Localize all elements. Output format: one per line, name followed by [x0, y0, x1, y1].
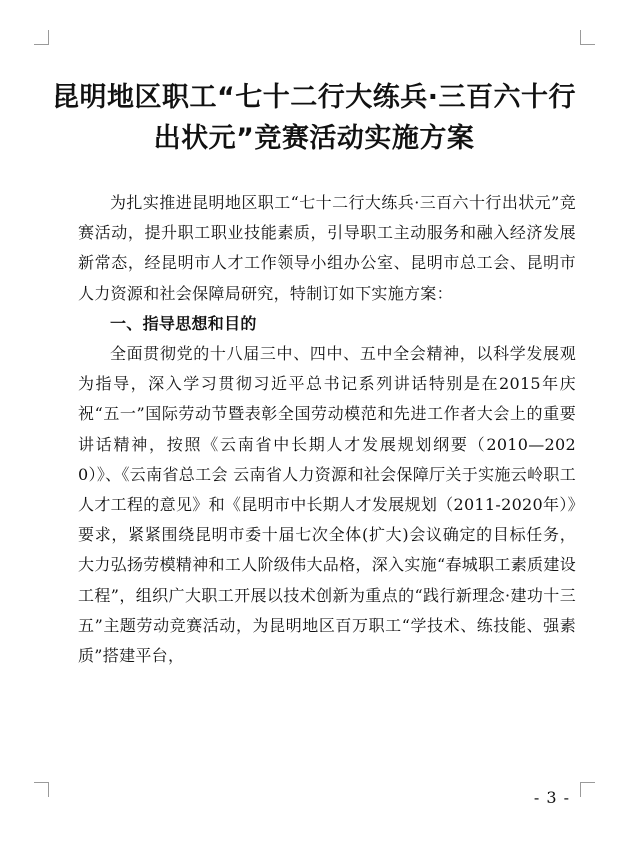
document-body	[78, 188, 576, 671]
page-number: - 3 -	[533, 788, 570, 807]
crop-mark-top-left	[34, 30, 49, 45]
document-title-line-2: 出状元”竞赛活动实施方案	[153, 123, 475, 154]
section-heading: 一、指导思想和目的	[110, 313, 257, 333]
document-title-line-1: 昆明地区职工“七十二行大练兵·三百六十行	[51, 82, 576, 113]
crop-mark-bottom-left	[34, 782, 49, 797]
section-paragraph: 全面贯彻党的十八届三中、四中、五中全会精神，以科学发展观为指导，深入学习贯彻习近平总书记系列讲话特别是在2015年庆祝“五一”国际劳动节暨表彰全国劳动模范和先进工作者大会上的重要讲话精神，按照《云南省中长期人才发展规划纲要（2010—2020）》、《云南省总工会 云南省人力资源和社会保障厅关于实施云岭职工人才工程的意见》和《昆明市中长期人才发展规划（2011-2020年）》要求，紧紧围绕昆明市委十届七次全体(扩大)会议确定的目标任务，大力弘扬劳模精神和工人阶级伟大品格，深入实施“春城职工素质建设工程”，组织广大职工开展以技术创新为重点的“践行新理念·建功十三五”主题劳动竞赛活动，为昆明地区百万职工“学技术、练技能、强素质”搭建平台，	[78, 344, 576, 666]
intro-paragraph: 为扎实推进昆明地区职工“七十二行大练兵·三百六十行出状元”竞赛活动，提升职工职业技能素质，引导职工主动服务和融入经济发展新常态，经昆明市人才工作领导小组办公室、昆明市总工会、昆明市人力资源和社会保障局研究，特制订如下实施方案：	[78, 193, 576, 303]
crop-mark-bottom-right	[580, 782, 595, 797]
crop-mark-top-right	[580, 30, 595, 45]
